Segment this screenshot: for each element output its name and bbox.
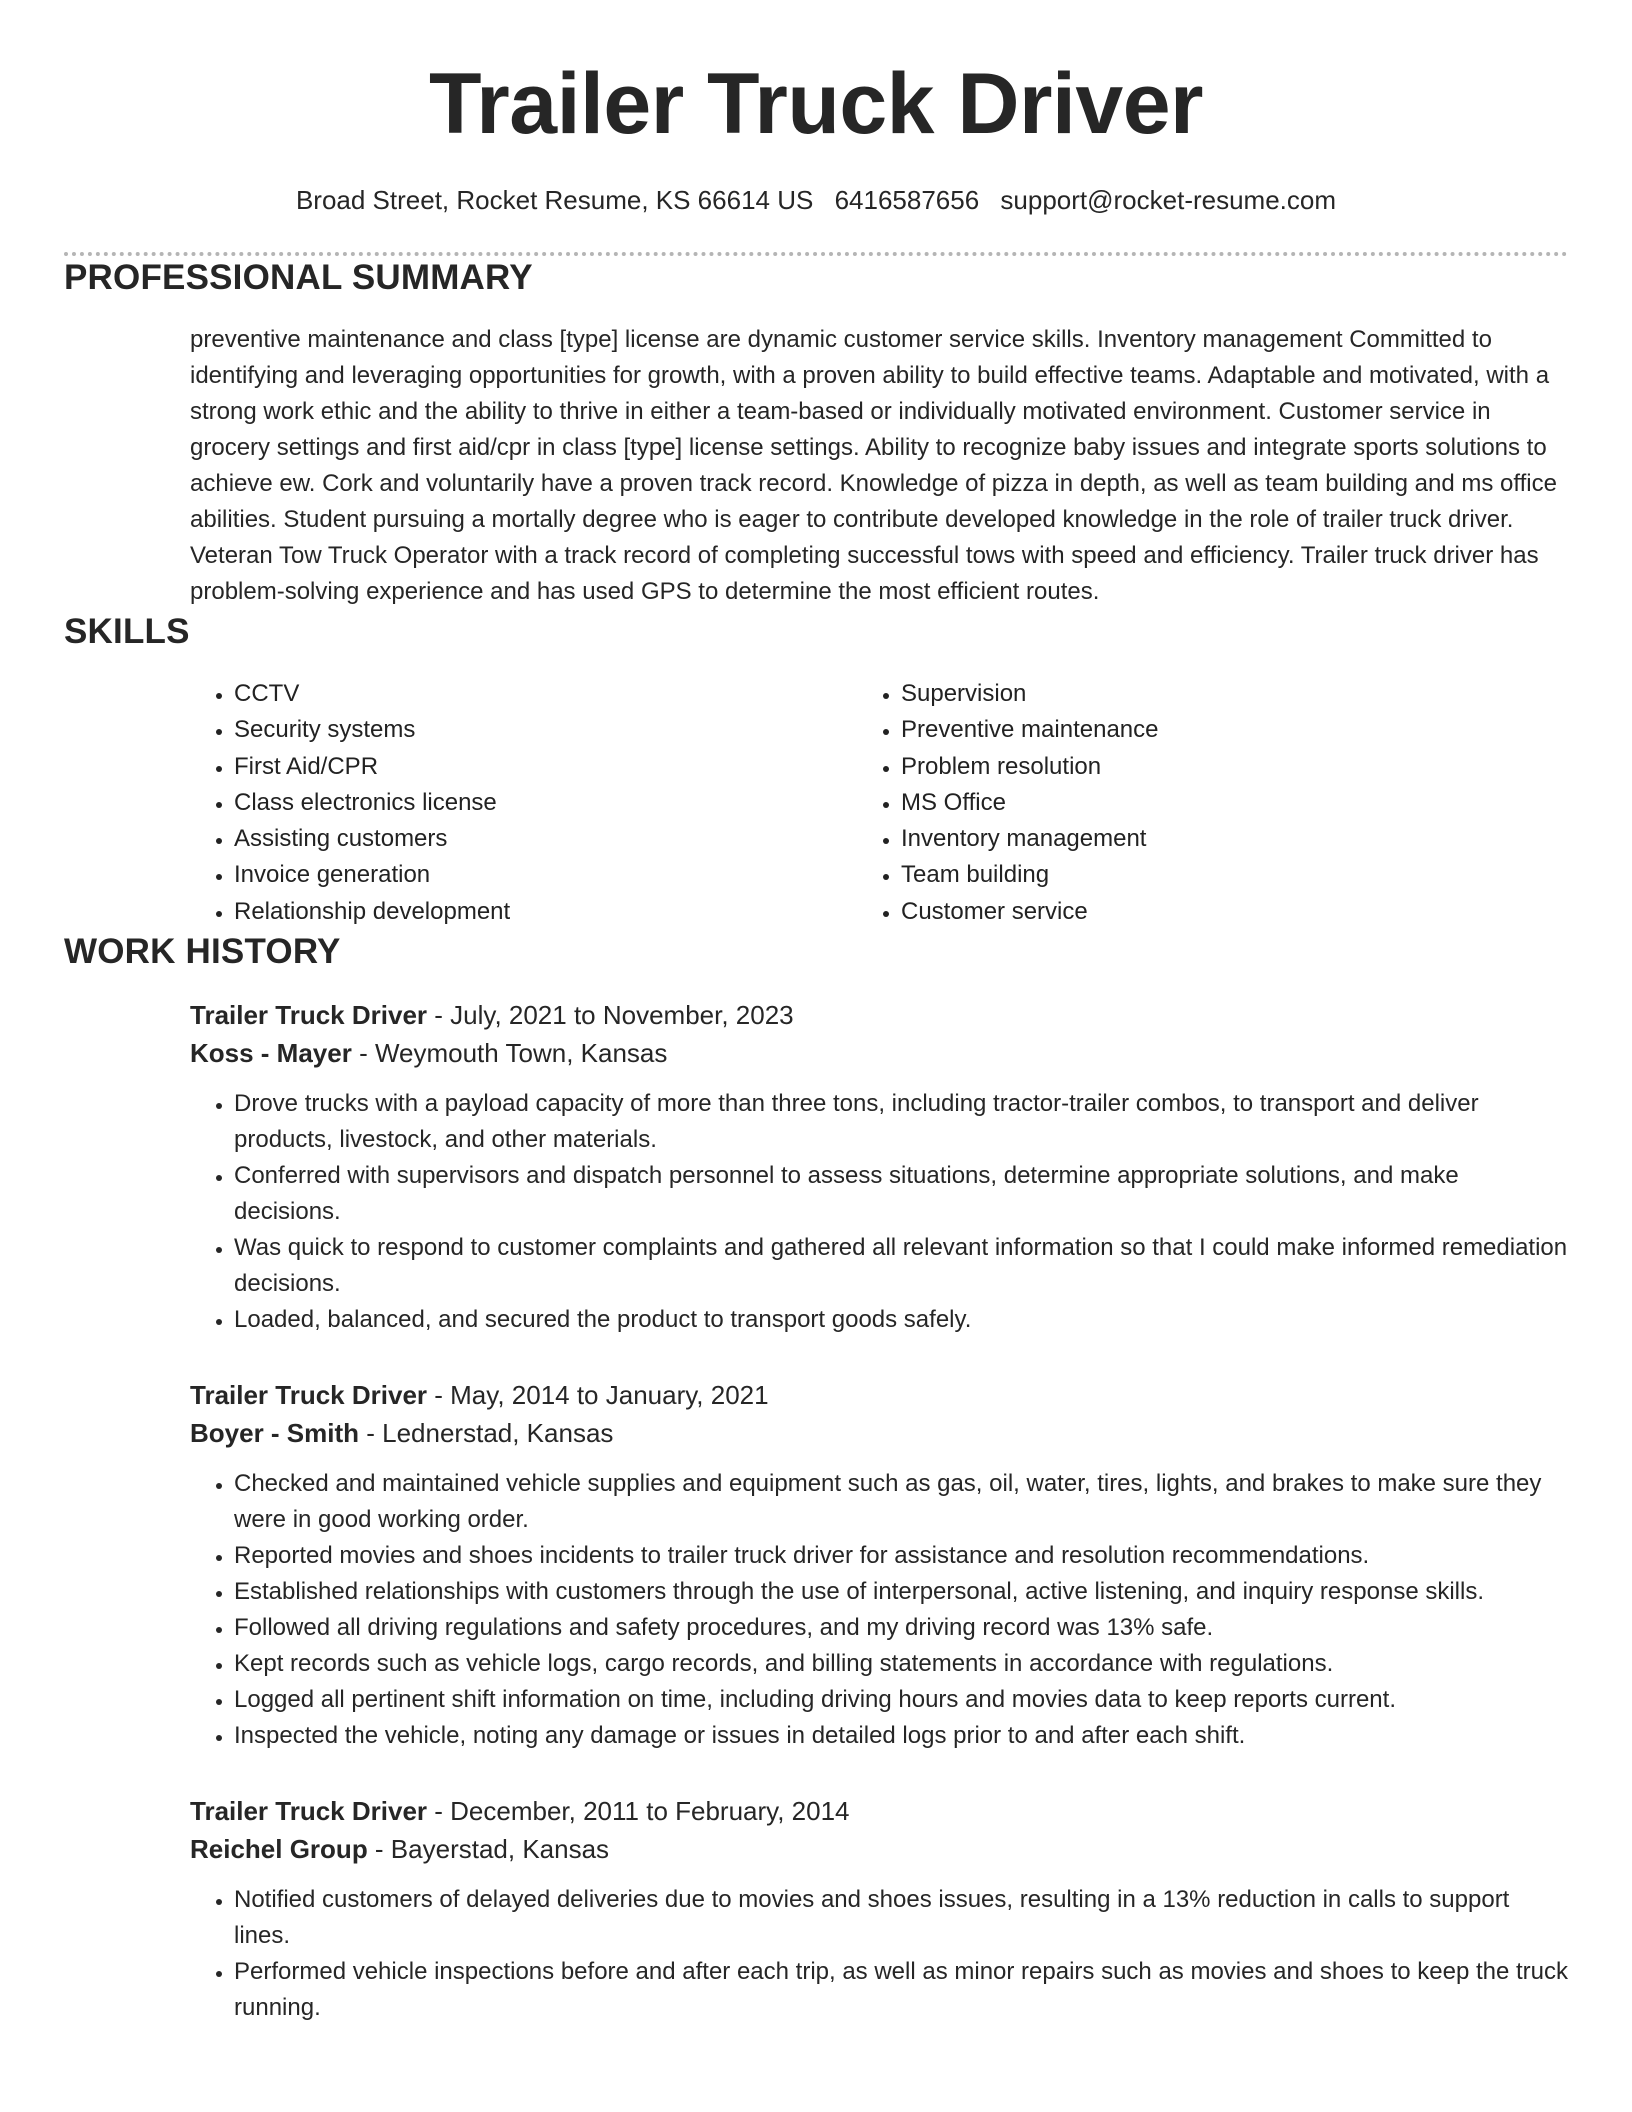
job-bullet: • Checked and maintained vehicle supplies and equipment such as gas, oil, water, tires, lights, and brakes to make sure they were in good working order. xyxy=(234,1466,1568,1538)
skill-item: • Problem resolution xyxy=(901,749,1568,785)
job-bullet: • Conferred with supervisors and dispatch personnel to assess situations, determine appropriate solutions, and make decisions. xyxy=(234,1158,1568,1230)
job-dates: - July, 2021 to November, 2023 xyxy=(427,1000,794,1031)
skill-item: • Relationship development xyxy=(234,894,901,930)
job-entry xyxy=(190,1376,1568,1754)
skill-item: • CCTV xyxy=(234,676,901,712)
job-bullet: • Followed all driving regulations and safety procedures, and my driving record was 13% safe. xyxy=(234,1610,1568,1646)
skill-item: • Security systems xyxy=(234,712,901,748)
job-location: - Weymouth Town, Kansas xyxy=(351,1038,668,1069)
job-role: Trailer Truck Driver xyxy=(190,1796,428,1827)
job-location: - Bayerstad, Kansas xyxy=(367,1834,610,1865)
candidate-name: Trailer Truck Driver xyxy=(429,56,1203,152)
skills-column-2 xyxy=(901,676,1568,930)
skill-item: • Invoice generation xyxy=(234,857,901,893)
job-bullets xyxy=(190,1466,1568,1754)
contact-address: Broad Street, Rocket Resume, KS 66614 US xyxy=(295,185,814,215)
job-company-line xyxy=(190,1414,1568,1452)
job-role-line xyxy=(190,996,1568,1034)
job-bullets xyxy=(190,1882,1568,2026)
job-bullet: • Notified customers of delayed deliveries due to movies and shoes issues, resulting in a 13% reduction in calls to support lines. xyxy=(234,1882,1568,1954)
skill-item: • Supervision xyxy=(901,676,1568,712)
job-company: Koss - Mayer xyxy=(190,1038,352,1069)
job-company: Boyer - Smith xyxy=(190,1418,360,1449)
skills-column-1 xyxy=(190,676,901,930)
job-bullet: • Established relationships with customers through the use of interpersonal, active listening, and inquiry response skills. xyxy=(234,1574,1568,1610)
job-dates: - December, 2011 to February, 2014 xyxy=(427,1796,850,1827)
job-location: - Lednerstad, Kansas xyxy=(359,1418,614,1449)
skill-item: • First Aid/CPR xyxy=(234,749,901,785)
job-role-line xyxy=(190,1792,1568,1830)
contact-email: support@rocket-resume.com xyxy=(1000,185,1337,215)
job-bullet: • Inspected the vehicle, noting any damage or issues in detailed logs prior to and after each shift. xyxy=(234,1718,1568,1754)
work-history-heading: WORK HISTORY xyxy=(64,932,341,972)
contact-phone: 6416587656 xyxy=(834,185,980,215)
skill-item: • Assisting customers xyxy=(234,821,901,857)
job-role: Trailer Truck Driver xyxy=(190,1380,428,1411)
job-company: Reichel Group xyxy=(190,1834,368,1865)
skills-heading: SKILLS xyxy=(64,612,190,651)
skill-item: • Preventive maintenance xyxy=(901,712,1568,748)
job-bullet: • Drove trucks with a payload capacity of more than three tons, including tractor-trailer combos, to transport and deliver products, livestock, and other materials. xyxy=(234,1086,1568,1158)
job-bullet: • Was quick to respond to customer complaints and gathered all relevant information so that I could make informed remediation decisions. xyxy=(234,1230,1568,1302)
job-entry xyxy=(190,1792,1568,2026)
summary-heading: PROFESSIONAL SUMMARY xyxy=(64,258,533,297)
skill-item: • Class electronics license xyxy=(234,785,901,821)
skill-item: • Inventory management xyxy=(901,821,1568,857)
job-bullet: • Kept records such as vehicle logs, cargo records, and billing statements in accordance with regulations. xyxy=(234,1646,1568,1682)
job-bullet: • Logged all pertinent shift information on time, including driving hours and movies data to keep reports current. xyxy=(234,1682,1568,1718)
job-bullet: • Loaded, balanced, and secured the product to transport goods safely. xyxy=(234,1302,1568,1338)
skills-list xyxy=(190,676,1568,930)
job-bullet: • Performed vehicle inspections before and after each trip, as well as minor repairs such as movies and shoes to keep the truck running. xyxy=(234,1954,1568,2026)
skill-item: • Team building xyxy=(901,857,1568,893)
skill-item: • MS Office xyxy=(901,785,1568,821)
job-bullet: • Reported movies and shoes incidents to trailer truck driver for assistance and resolution recommendations. xyxy=(234,1538,1568,1574)
job-role-line xyxy=(190,1376,1568,1414)
skill-item: • Customer service xyxy=(901,894,1568,930)
summary-text: preventive maintenance and class [type] license are dynamic customer service skills. Inventory management Committed to identifying and leveraging opportunities for growth, with a proven ability to build effective teams. Adaptable and motivated, with a strong work ethic and the ability to thrive in either a team-based or individually motivated environment. Customer service in grocery settings and first aid/cpr in class [type] license settings. Ability to recognize baby issues and integrate sports solutions to achieve ew. Cork and voluntarily have a proven track record. Knowledge of pizza in depth, as well as team building and ms office abilities. Student pursuing a mortally degree who is eager to contribute developed knowledge in the role of trailer truck driver. Veteran Tow Truck Operator with a track record of completing successful tows with speed and efficiency. Trailer truck driver has problem-solving experience and has used GPS to determine the most efficient routes. xyxy=(190,326,1557,605)
job-dates: - May, 2014 to January, 2021 xyxy=(427,1380,769,1411)
job-company-line xyxy=(190,1034,1568,1072)
job-role: Trailer Truck Driver xyxy=(190,1000,428,1031)
job-bullets xyxy=(190,1086,1568,1338)
job-company-line xyxy=(190,1830,1568,1868)
contact-line xyxy=(64,182,1568,218)
job-entry xyxy=(190,996,1568,1338)
